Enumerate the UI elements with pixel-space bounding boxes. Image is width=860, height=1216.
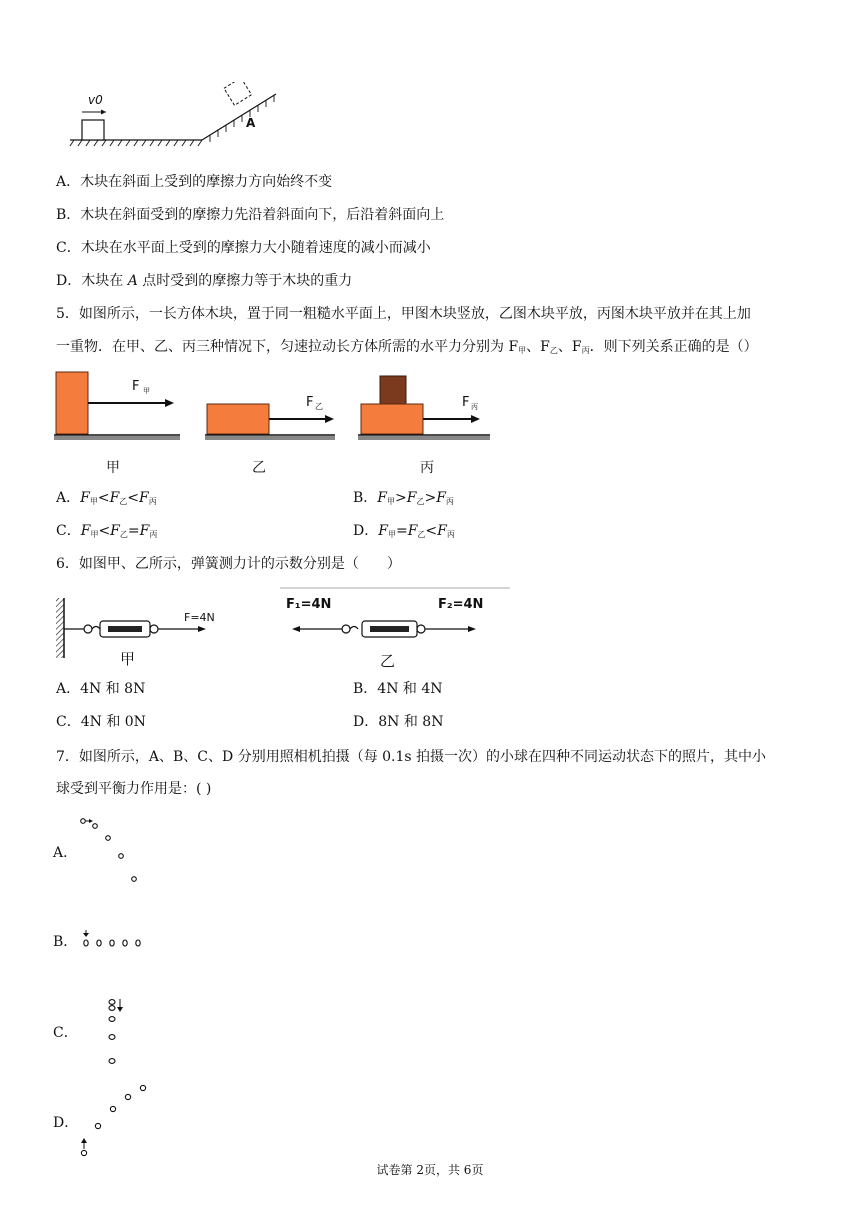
q5-label-yi: 乙	[252, 460, 266, 476]
q5-figure	[50, 366, 500, 478]
q5-option-d[interactable]: D．$F_甲=F_乙<F_丙$	[353, 523, 455, 539]
q4-figure	[68, 82, 288, 154]
q7-option-b[interactable]: B．	[53, 934, 78, 950]
q7-figure-b	[80, 928, 144, 950]
q5-block-jia	[56, 372, 88, 434]
q7-figure-c	[100, 992, 130, 1066]
q5-stem-line2: 一重物．在甲、乙、丙三种情况下，匀速拉动长方体所需的水平力分别为 $F_甲$、$F_乙$、$F_丙$．则下列关系正确的是（）	[56, 339, 758, 355]
q6-option-b[interactable]: B．4N 和 4N	[353, 681, 443, 697]
q6-option-c[interactable]: C．4N 和 0N	[56, 714, 146, 730]
q4-option-c[interactable]: C．木块在水平面上受到的摩擦力大小随着速度的减小而减小	[56, 240, 431, 256]
q6-option-a[interactable]: A．4N 和 8N	[56, 681, 146, 697]
q6-f2: F₂=4N	[438, 597, 484, 612]
q4-dashed-block	[224, 82, 252, 105]
q4-v0-label: v0	[88, 93, 103, 107]
q7-option-a[interactable]: A．	[53, 845, 78, 861]
q6-force-jia: F=4N	[184, 611, 215, 624]
q6-figure	[50, 584, 515, 670]
q6-f1: F₁=4N	[286, 597, 332, 612]
q7-option-d[interactable]: D．	[53, 1115, 79, 1131]
q6-fig-jia	[56, 598, 215, 668]
q4-option-b[interactable]: B．木块在斜面受到的摩擦力先沿着斜面向下，后沿着斜面向上	[56, 207, 445, 223]
q5-fig-yi	[205, 395, 335, 476]
svg-text:丙: 丙	[471, 403, 478, 411]
q5-fig-jia	[54, 372, 180, 476]
q6-label-jia: 甲	[120, 650, 136, 668]
q5-block-yi	[207, 404, 269, 434]
q7-option-c[interactable]: C．	[53, 1025, 78, 1041]
q6-label-yi: 乙	[380, 652, 396, 670]
q7-figure-a	[76, 814, 146, 886]
q5-option-b[interactable]: B．$F_甲>F_乙>F_丙$	[353, 490, 454, 506]
svg-text:F: F	[462, 395, 470, 410]
q4-option-d[interactable]: D．木块在 A 点时受到的摩擦力等于木块的重力	[56, 273, 353, 289]
svg-text:F: F	[306, 395, 314, 410]
q5-weight-bing	[380, 376, 406, 404]
q7-stem-line2: 球受到平衡力作用是：( )	[56, 781, 212, 797]
q7-stem-line1: 7．如图所示，A、B、C、D 分别用照相机拍摄（每 0.1s 拍摄一次）的小球在四种不同运动状态下的照片，其中小	[56, 749, 767, 765]
q5-label-bing: 丙	[420, 460, 434, 476]
q5-label-jia: 甲	[106, 460, 120, 476]
svg-text:乙: 乙	[315, 402, 323, 411]
q7-figure-d	[76, 1080, 152, 1162]
svg-text:F: F	[132, 379, 140, 394]
q5-block-bing	[361, 404, 423, 434]
q4-point-a-label: A	[246, 116, 256, 130]
q5-stem-line1: 5．如图所示，一长方体木块，置于同一粗糙水平面上，甲图木块竖放，乙图木块平放，丙图木块平放并在其上加	[56, 306, 751, 322]
q5-option-a[interactable]: A．$F_甲<F_乙<F_丙$	[56, 490, 157, 506]
q6-stem: 6．如图甲、乙所示，弹簧测力计的示数分别是（ ）	[56, 556, 401, 572]
page-footer: 试卷第 2页，共 6页	[376, 1163, 484, 1177]
svg-text:甲: 甲	[143, 387, 150, 395]
q5-fig-bing	[358, 376, 490, 476]
q6-option-d[interactable]: D．8N 和 8N	[353, 714, 444, 730]
q4-option-a[interactable]: A．木块在斜面上受到的摩擦力方向始终不变	[56, 174, 333, 190]
q5-option-c[interactable]: C．$F_甲<F_乙=F_丙$	[56, 523, 158, 539]
q4-block	[82, 120, 104, 140]
q6-fig-yi	[286, 597, 483, 670]
